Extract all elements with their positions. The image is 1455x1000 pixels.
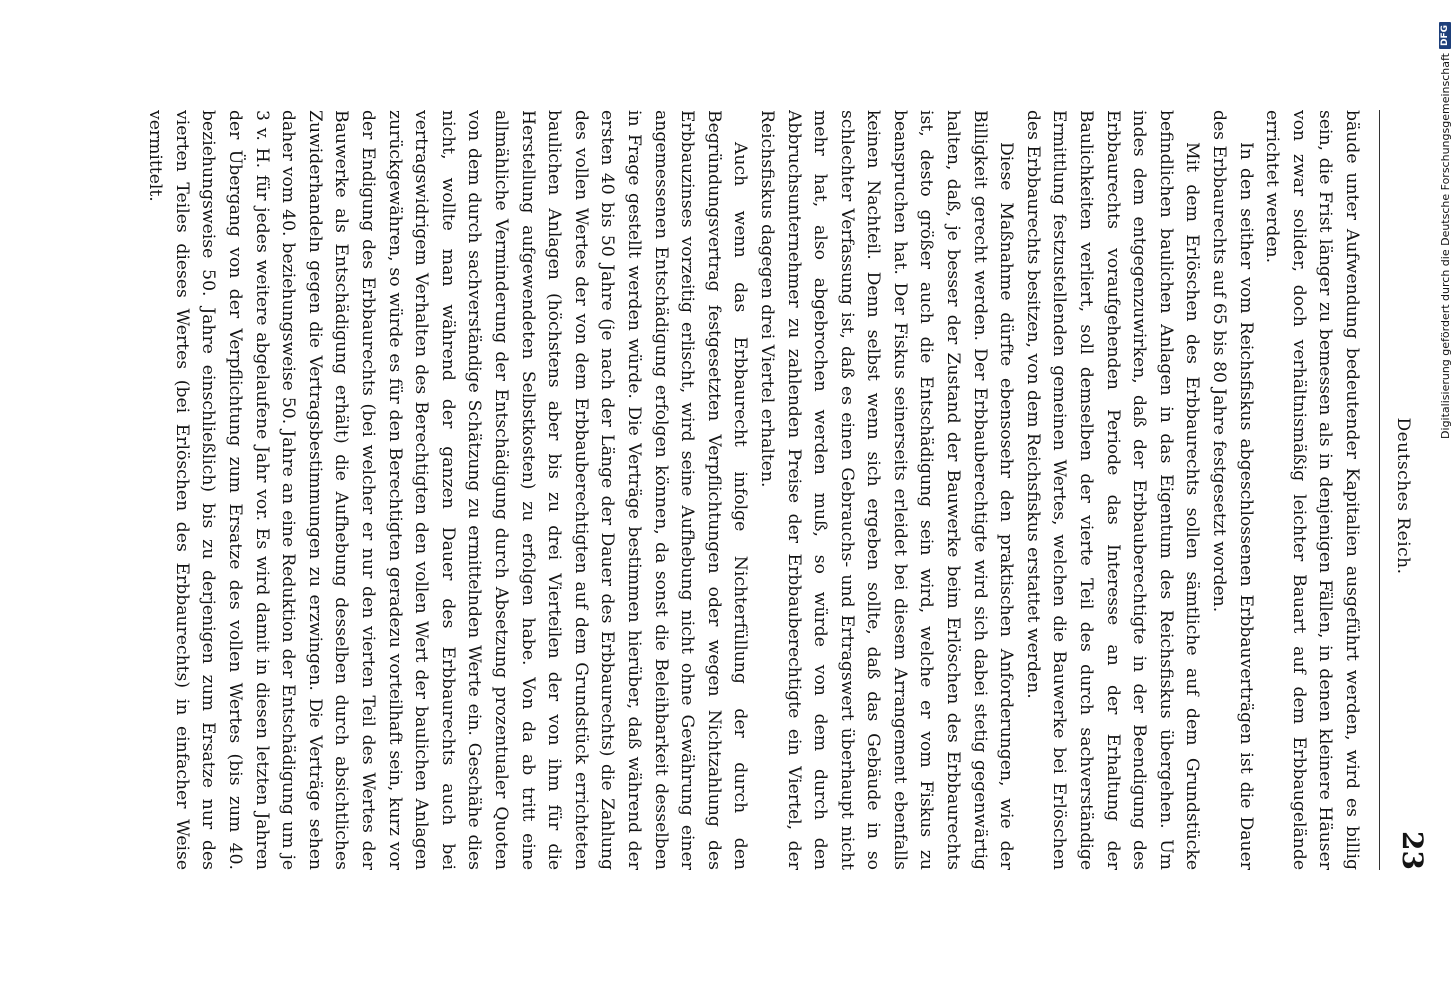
body-text — [120, 110, 1365, 870]
header-rule — [1379, 110, 1380, 870]
paragraph-5: Auch wenn das Erbbaurecht infolge Nichterfüllung der durch den Begründungsvertrag festgesetzten Verpflichtungen oder wegen Nichtzahlung des Erbbauzinses vorzeitig erlischt, wird seine Aufhebung nicht ohne Gewährung einer angemessenen Entschädigung erfolgen können, da sonst die Beleihbarkeit desselben in Frage gestellt werden würde. Die Verträge bestimmen hierüber, daß während der ersten 40 bis 50 Jahre (je nach der Länge der Dauer des Erbbaurechts) die Zahlung des vollen Wertes der von dem Erbbauberechtigten auf dem Grundstück errichteten baulichen Anlagen (höchstens aber bis zu drei Vierteilen der von ihm für die Herstellung aufgewendeten Selbstkosten) zu erfolgen habe. Von da ab tritt eine allmähliche Verminderung der Entschädigung durch Absetzung prozentualer Quoten von dem durch sachverständige Schätzung zu ermittelnden Werte ein. Geschähe dies nicht, wollte man während der ganzen Dauer des Erbbaurechts auch bei vertragswidrigem Verhalten des Berechtigten den vollen Wert der baulichen Anlagen zurückgewähren, so würde es für den Berechtigten geradezu vorteilhaft sein, kurz vor der Endigung des Erbbaurechts (bei welcher er nur den vierten Teil des Wertes der Bauwerke als Entschädigung erhält) die Aufhebung desselben durch absichtliches Zuwiderhandeln gegen die Vertragsbestimmungen zu erzwingen. Die Verträge sehen daher vom 40. beziehungsweise 50. Jahre an eine Reduktion der Entschädigung um je 3 v. H. für jedes weitere abgelaufene Jahr vor. Es wird damit in diesen letzten Jahren der Übergang von der Verpflichtung zum Ersatze des vollen Wertes (bis zum 40. beziehungsweise 50. Jahre einschließlich) bis zu derjenigen zum Ersatze nur des vierten Teiles dieses Wertes (bei Erlöschen des Erbbaurechts) in einfacher Weise vermittelt. — [145, 110, 751, 870]
paragraph-3: Mit dem Erlöschen des Erbbaurechts sollen sämtliche auf dem Grundstücke befindlichen baulichen Anlagen in das Eigentum des Reichsfiskus übergehen. Um indes dem entgegenzuwirken, daß der Erbbauberechtigte in der Beendigung des Erbbaurechts voraufgehenden Periode das Interesse an der Erhaltung der Baulichkeiten verliert, soll demselben der vierte Teil des durch sachverständige Ermittlung festzustellenden gemeinen Wertes, welchen die Bauwerke bei Erlöschen des Erbbaurechts besitzen, von dem Reichsfiskus erstattet werden. — [1022, 110, 1203, 870]
page-number: 23 — [1396, 831, 1429, 870]
running-title: Deutsches Reich. — [1393, 417, 1413, 575]
paragraph-4: Diese Maßnahme dürfte ebensosehr den praktischen Anforderungen, wie der Billigkeit gerecht werden. Der Erbbauberechtigte wird sich dabei stetig gegenwärtig halten, daß, je besser der Zustand der Bauwerke beim Erlöschen des Erbbaurechts ist, desto größer auch die Entschädigung sein wird, welche er vom Fiskus zu beanspruchen hat. Der Fiskus seinerseits erleidet bei diesem Arrangement ebenfalls keinen Nachteil. Denn selbst wenn sich ergeben sollte, daß das Gebäude in so schlechter Verfassung ist, daß es einen Gebrauchs- und Ertragswert überhaupt nicht mehr hat, also abgebrochen werden muß, so würde von dem durch den Abbruchsunternehmer zu zahlenden Preise der Erbbauberechtigte ein Viertel, der Reichsfiskus dagegen drei Viertel erhalten. — [756, 110, 1017, 870]
digitization-credit — [1433, 10, 1455, 990]
credit-text: Digitalisierung gefördert durch die Deutsche Forschungsgemeinschaft — [1438, 53, 1452, 439]
paragraph-1: bäude unter Aufwendung bedeutender Kapitalien ausgeführt werden, wird es billig sein, die Frist länger zu bemessen als in denjenigen Fällen, in denen kleinere Häuser von zwar solider, doch verhältnismäßig leichter Bauart auf dem Erbbaugelände errichtet werden. — [1262, 110, 1362, 870]
dfg-logo: DFG — [1439, 22, 1451, 49]
paragraph-2: In den seither vom Reichsfiskus abgeschlossenen Erbbauverträgen ist die Dauer des Erbbaurechts auf 65 bis 80 Jahre festgesetzt worden. — [1209, 110, 1256, 870]
